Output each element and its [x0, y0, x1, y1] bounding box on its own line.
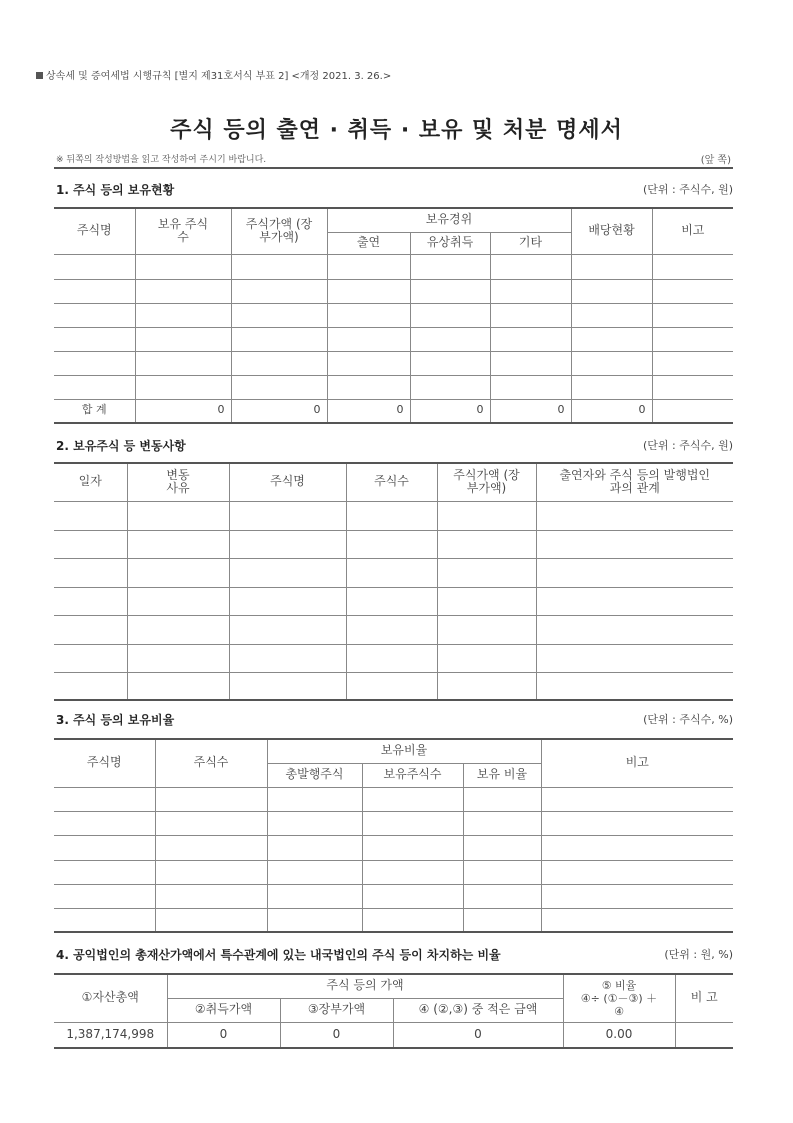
- col-other: 기타: [490, 232, 571, 254]
- table-row: [54, 615, 733, 644]
- table-row: [54, 1022, 733, 1048]
- col-book-value: ③장부가액: [280, 998, 393, 1022]
- table-row: [54, 558, 733, 587]
- table-row: [54, 787, 733, 811]
- col-holding-ratio: 보유비율: [267, 739, 541, 763]
- total-held-shares: 0: [135, 399, 231, 423]
- section4-unit: (단위 : 원, %): [664, 948, 733, 961]
- regulation-reference: [36, 67, 391, 82]
- section4-title: 4. 공익법인의 총재산가액에서 특수관계에 있는 내국법인의 주식 등이 차지하는 비율: [56, 948, 501, 962]
- section3-unit: (단위 : 주식수, %): [643, 713, 733, 726]
- total-donation: 0: [327, 399, 410, 423]
- col-dividend: 배당현황: [571, 208, 652, 254]
- table-row: [54, 351, 733, 375]
- table-row: [54, 327, 733, 351]
- table-row: [54, 254, 733, 279]
- value-acquisition: 0: [167, 1022, 280, 1048]
- col-remarks: 비고: [541, 739, 733, 787]
- col-stock-name: 주식명: [54, 208, 135, 254]
- col-lesser-value: ④ (②,③) 중 적은 금액: [393, 998, 563, 1022]
- table-row: [54, 501, 733, 530]
- instruction-note: ※ 뒤쪽의 작성방법을 읽고 작성하여 주시기 바랍니다.: [56, 155, 267, 165]
- col-stock-value: 주식 등의 가액: [167, 974, 563, 998]
- col-change-reason: 변동 사유: [127, 463, 229, 501]
- page-title: 주식 등의 출연 · 취득 · 보유 및 처분 명세서: [170, 118, 623, 143]
- section2-title: 2. 보유주식 등 변동사항: [56, 439, 186, 453]
- table-row: [54, 587, 733, 615]
- changes-table: [54, 462, 733, 701]
- col-ratio: 보유 비율: [463, 763, 541, 787]
- table-row: [54, 908, 733, 932]
- col-purchase: 유상취득: [410, 232, 490, 254]
- col-acquisition-route: 보유경위: [327, 208, 571, 232]
- section1-title: 1. 주식 등의 보유현황: [56, 183, 175, 197]
- col-stock-name: 주식명: [54, 739, 155, 787]
- col-acquisition-value: ②취득가액: [167, 998, 280, 1022]
- col-donation: 출연: [327, 232, 410, 254]
- header-divider: [54, 167, 733, 169]
- table-row: [54, 835, 733, 860]
- asset-ratio-table: [54, 973, 733, 1049]
- col-date: 일자: [54, 463, 127, 501]
- total-other: 0: [490, 399, 571, 423]
- square-bullet-icon: [36, 72, 43, 79]
- value-book: 0: [280, 1022, 393, 1048]
- table-row: [54, 303, 733, 327]
- value-lesser: 0: [393, 1022, 563, 1048]
- ratio-formula-denominator: ④: [614, 1004, 624, 1018]
- total-row: [54, 399, 733, 423]
- ratio-label: ⑤ 비율: [601, 978, 637, 992]
- col-stock-value: 주식가액 (장부가액): [437, 463, 536, 501]
- regulation-text: 상속세 및 증여세법 시행규칙 [별지 제31호서식 부표 2] <개정 2021. 3. 26.>: [46, 71, 392, 82]
- table-row: [54, 530, 733, 558]
- table-row: [54, 279, 733, 303]
- col-shares: 주식수: [346, 463, 437, 501]
- table-row: [54, 644, 733, 672]
- table-row: [54, 860, 733, 884]
- holdings-table: [54, 207, 733, 424]
- holding-ratio-table: [54, 738, 733, 933]
- ratio-formula-numerator: ④÷ (①－③) ＋: [580, 991, 658, 1005]
- col-stock-name: 주식명: [229, 463, 346, 501]
- total-label: 합 계: [54, 399, 135, 423]
- col-remarks: 비 고: [675, 974, 733, 1022]
- col-held-shares: 보유 주식수: [135, 208, 231, 254]
- col-stock-value: 주식가액 (장부가액): [231, 208, 327, 254]
- value-ratio: 0.00: [563, 1022, 675, 1048]
- col-shares: 주식수: [155, 739, 267, 787]
- value-total-assets: 1,387,174,998: [54, 1022, 167, 1048]
- table-row: [54, 672, 733, 700]
- total-stock-value: 0: [231, 399, 327, 423]
- col-relation: 출연자와 주식 등의 발행법인과의 관계: [536, 463, 733, 501]
- total-dividend: 0: [571, 399, 652, 423]
- col-ratio: [563, 974, 675, 1022]
- section3-title: 3. 주식 등의 보유비율: [56, 713, 175, 727]
- col-held-shares: 보유주식수: [362, 763, 463, 787]
- section2-unit: (단위 : 주식수, 원): [642, 439, 733, 452]
- page-side-label: (앞 쪽): [700, 155, 731, 166]
- table-row: [54, 811, 733, 835]
- total-purchase: 0: [410, 399, 490, 423]
- col-remarks: 비고: [652, 208, 733, 254]
- col-total-issued: 총발행주식: [267, 763, 362, 787]
- section1-unit: (단위 : 주식수, 원): [642, 183, 733, 196]
- table-row: [54, 375, 733, 399]
- value-remarks: [675, 1022, 733, 1048]
- table-row: [54, 884, 733, 908]
- col-total-assets: ①자산총액: [54, 974, 167, 1022]
